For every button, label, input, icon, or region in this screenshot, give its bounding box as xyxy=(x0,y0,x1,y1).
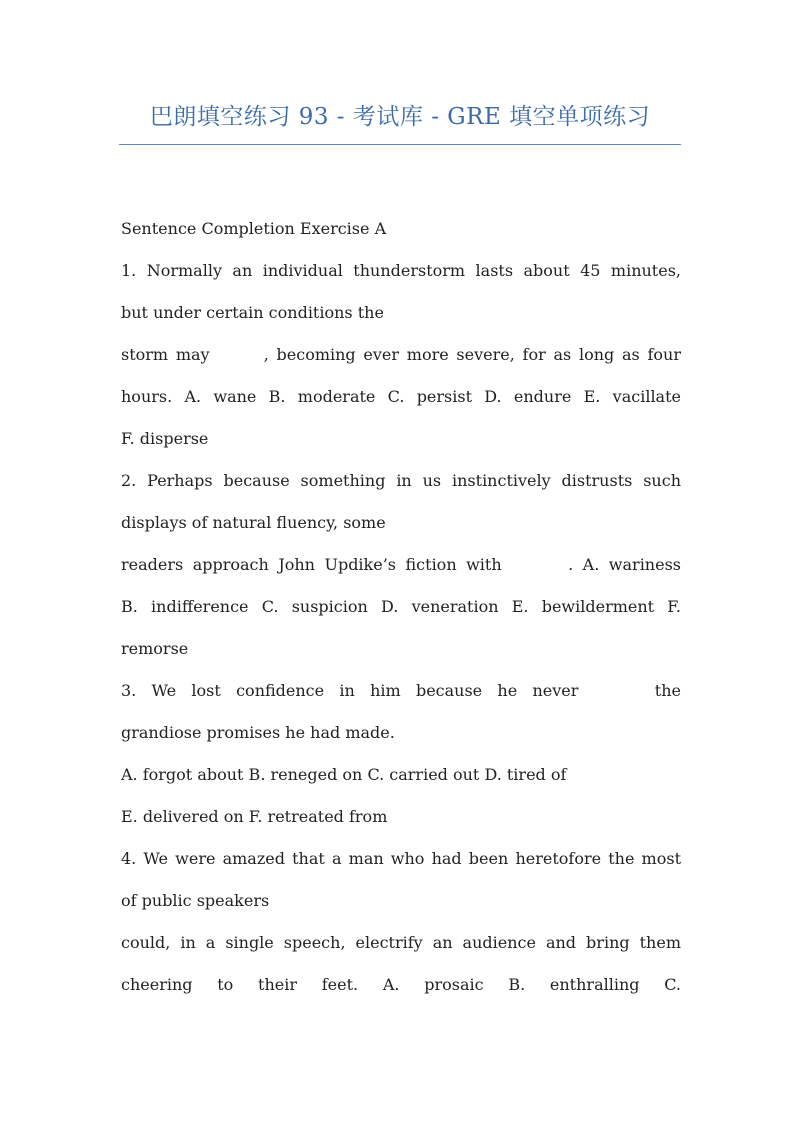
text-line: displays of natural fluency, some xyxy=(121,513,386,532)
text-line: 2. Perhaps because something in us instinctively distrusts such xyxy=(121,471,681,490)
text-line: storm may , becoming ever more severe, for as long as four xyxy=(121,345,681,364)
text-line: E. delivered on F. retreated from xyxy=(121,807,388,826)
text-line: F. disperse xyxy=(121,429,209,448)
text-line: B. indifference C. suspicion D. veneration E. bewilderment F. xyxy=(121,597,681,616)
document-body xyxy=(121,208,681,1006)
text-line: 4. We were amazed that a man who had been heretofore the most xyxy=(121,849,681,868)
text-line: but under certain conditions the xyxy=(121,303,384,322)
text-line: hours. A. wane B. moderate C. persist D. endure E. vacillate xyxy=(121,387,681,406)
text-line: could, in a single speech, electrify an audience and bring them xyxy=(121,933,681,952)
title-underline xyxy=(119,144,681,145)
text-line: 3. We lost confidence in him because he never the xyxy=(121,681,681,700)
text-line: remorse xyxy=(121,639,189,658)
text-line: cheering to their feet. A. prosaic B. enthralling C. xyxy=(121,975,681,994)
section-heading: Sentence Completion Exercise A xyxy=(121,219,387,238)
text-line: 1. Normally an individual thunderstorm lasts about 45 minutes, xyxy=(121,261,681,280)
text-line: grandiose promises he had made. xyxy=(121,723,395,742)
text-line: of public speakers xyxy=(121,891,270,910)
text-line: A. forgot about B. reneged on C. carried out D. tired of xyxy=(121,765,567,784)
text-line: readers approach John Updike’s fiction with . A. wariness xyxy=(121,555,681,574)
document-title: 巴朗填空练习 93 - 考试库 - GRE 填空单项练习 xyxy=(149,104,651,130)
